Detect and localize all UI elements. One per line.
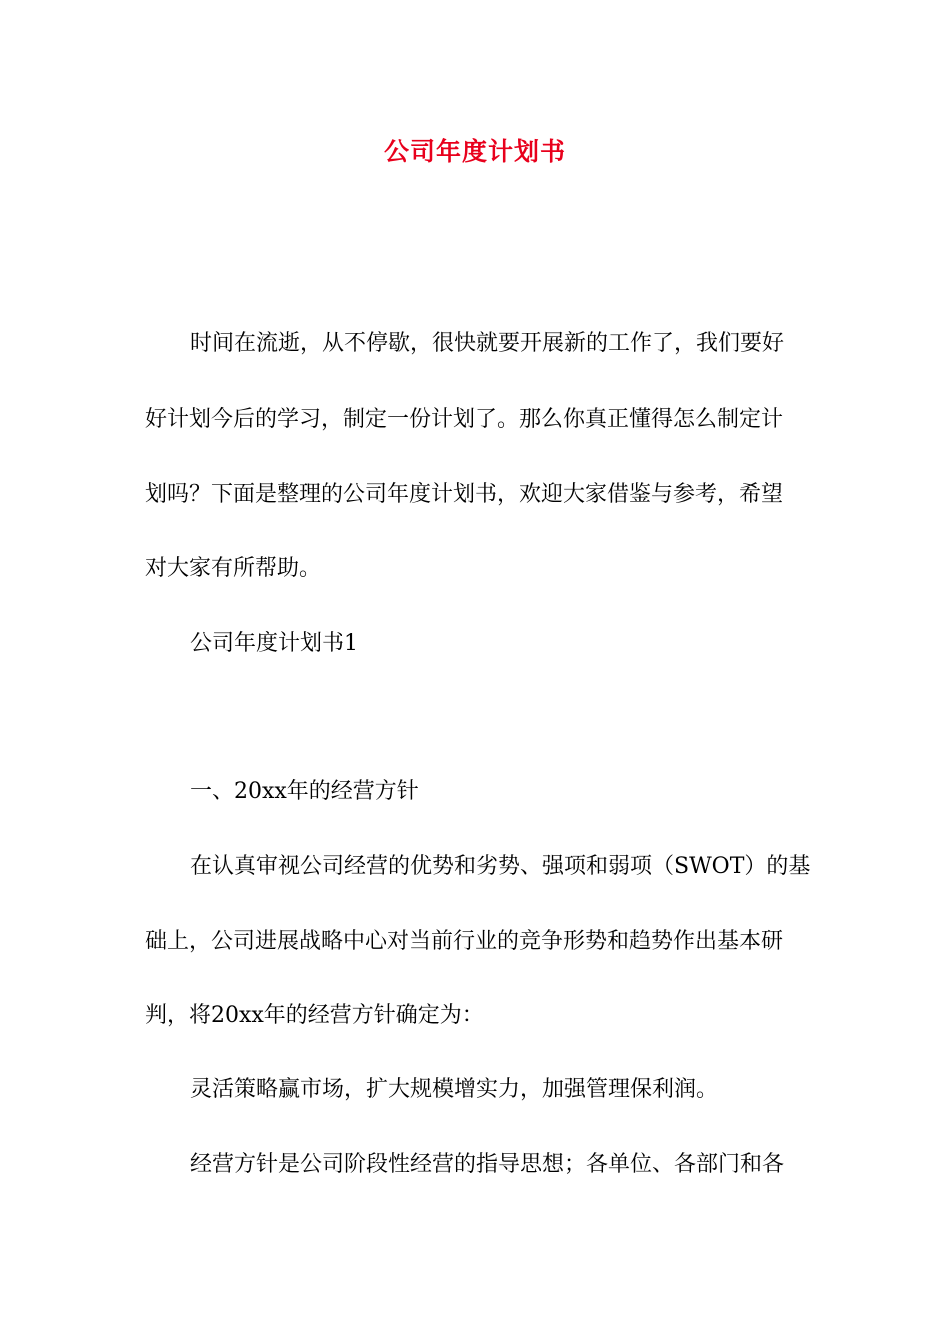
intro-line-4: 对大家有所帮助。 (145, 556, 322, 581)
intro-line-3: 划吗？下面是整理的公司年度计划书，欢迎大家借鉴与参考，希望 (145, 482, 784, 507)
intro-line-2: 好计划今后的学习，制定一份计划了。那么你真正懂得怎么制定计 (145, 407, 784, 432)
swot-line-2: 础上，公司进展战略中心对当前行业的竞争形势和趋势作出基本研 (145, 929, 784, 954)
intro-line-1: 时间在流逝，从不停歇，很快就要开展新的工作了，我们要好 (190, 331, 785, 356)
swot-line-3: 判，将20xx年的经营方针确定为： (145, 1003, 484, 1028)
policy-statement: 灵活策略赢市场，扩大规模增实力，加强管理保利润。 (190, 1077, 719, 1102)
policy-description-line: 经营方针是公司阶段性经营的指导思想；各单位、各部门和各 (190, 1152, 785, 1177)
document-title: 公司年度计划书 (383, 137, 566, 166)
section-title: 公司年度计划书1 (190, 631, 358, 656)
swot-line-1: 在认真审视公司经营的优势和劣势、强项和弱项（SWOT）的基 (190, 854, 811, 879)
section-heading: 一、20xx年的经营方针 (190, 779, 419, 804)
